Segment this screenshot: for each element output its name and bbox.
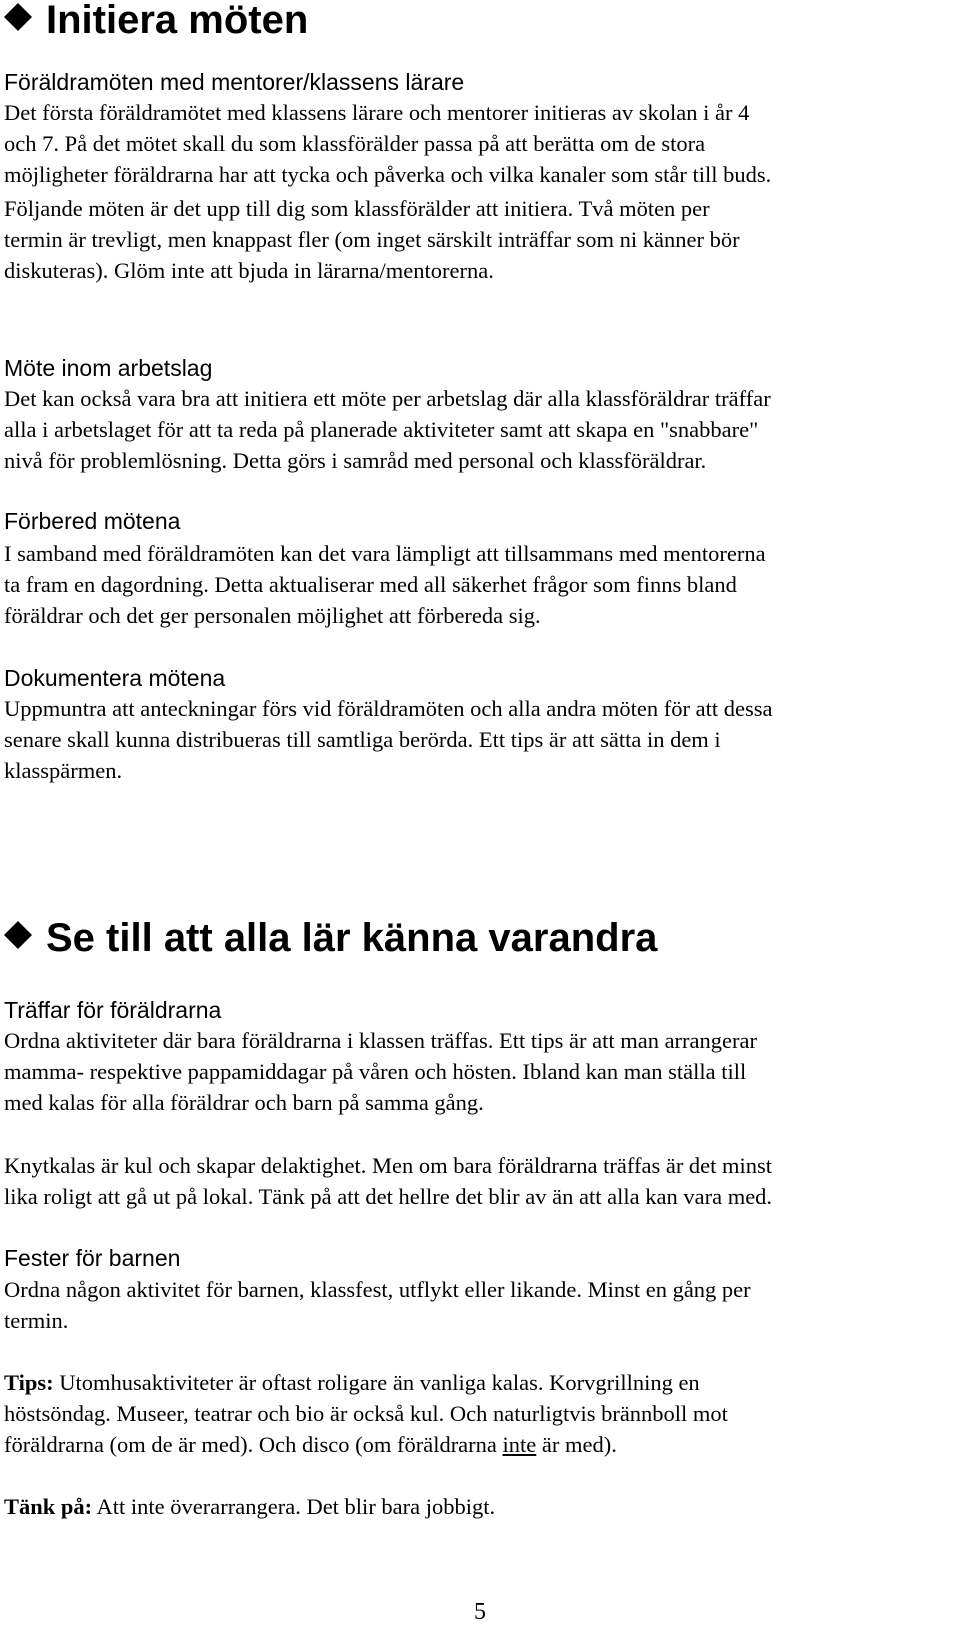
text-line: mamma- respektive pappamiddagar på våren och hösten. Ibland kan man ställa till [4,1059,747,1084]
section-title-text: Initiera möten [46,0,309,42]
underlined-inte: inte [502,1432,537,1457]
subheading-dokumentera-motena: Dokumentera mötena [4,665,226,691]
text-line: möjligheter föräldrarna har att tycka och påverka och vilka kanaler som står till buds. [4,162,772,187]
section-title-lar-kanna-varandra [4,918,657,958]
paragraph-foraldramoten [4,97,958,190]
tips-text: är med). [536,1432,617,1457]
diamond-bullet-icon [4,3,32,31]
text-line: nivå för problemlösning. Detta görs i samråd med personal och klassföräldrar. [4,448,707,473]
text-line: med kalas för alla föräldrar och barn på samma gång. [4,1090,484,1115]
text-line [4,1491,958,1522]
text-line: höstsöndag. Museer, teatrar och bio är också kul. Och naturligtvis brännboll mot [4,1401,728,1426]
text-line: I samband med föräldramöten kan det vara lämpligt att tillsammans med mentorerna [4,541,766,566]
paragraph-traffar-for-foraldrarna [4,1025,958,1118]
paragraph-tank-pa [4,1491,958,1522]
text-line: och 7. På det mötet skall du som klassförälder passa på att berätta om de stora [4,131,706,156]
tank-pa-text: Att inte överarrangera. Det blir bara jobbigt. [92,1494,496,1519]
text-line: termin. [4,1308,69,1333]
subheading-foraldramoten: Föräldramöten med mentorer/klassens lärare [4,69,465,95]
text-line: Ordna aktiviteter där bara föräldrarna i klassen träffas. Ett tips är att man arrangerar [4,1028,757,1053]
text-line: Knytkalas är kul och skapar delaktighet. Men om bara föräldrarna träffas är det minst [4,1153,773,1178]
diamond-bullet-icon [4,921,32,949]
text-line: klasspärmen. [4,758,123,783]
text-line [4,1367,958,1398]
paragraph-foljande-moten [4,193,958,286]
text-line [4,1429,958,1460]
text-line: Ordna någon aktivitet för barnen, klassfest, utflykt eller likande. Minst en gång per [4,1277,751,1302]
text-line: lika roligt att gå ut på lokal. Tänk på att det hellre det blir av än att alla kan vara med. [4,1184,773,1209]
text-line: termin är trevligt, men knappast fler (om inget särskilt inträffar som ni känner bör [4,227,740,252]
paragraph-dokumentera-motena [4,693,958,786]
paragraph-fester-for-barnen [4,1274,958,1336]
subheading-fester-for-barnen: Fester för barnen [4,1245,181,1271]
text-line: Det kan också vara bra att initiera ett möte per arbetslag där alla klassföräldrar träffar [4,386,771,411]
subheading-forbered-motena: Förbered mötena [4,508,181,534]
text-line: Uppmuntra att anteckningar förs vid föräldramöten och alla andra möten för att dessa [4,696,773,721]
text-line: Det första föräldramötet med klassens lärare och mentorer initieras av skolan i år 4 [4,100,750,125]
text-line: alla i arbetslaget för att ta reda på planerade aktiviteter samt att skapa en "snabbare" [4,417,759,442]
subheading-mote-inom-arbetslag: Möte inom arbetslag [4,355,213,381]
tips-label: Tips: [4,1370,54,1395]
tips-text: föräldrarna (om de är med). Och disco (om föräldrarna [4,1432,503,1457]
text-line: ta fram en dagordning. Detta aktualiserar med all säkerhet frågor som finns bland [4,572,737,597]
paragraph-mote-inom-arbetslag [4,383,958,476]
page-number: 5 [474,1599,486,1625]
paragraph-knytkalas [4,1150,958,1212]
section-title-text: Se till att alla lär känna varandra [46,916,658,960]
text-line: föräldrar och det ger personalen möjlighet att förbereda sig. [4,603,541,628]
paragraph-forbered-motena [4,538,958,631]
tips-text: Utomhusaktiviteter är oftast roligare än vanliga kalas. Korvgrillning en [53,1370,700,1395]
paragraph-tips [4,1367,958,1460]
text-line: senare skall kunna distribueras till samtliga berörda. Ett tips är att sätta in dem i [4,727,721,752]
tank-pa-label: Tänk på: [4,1494,93,1519]
subheading-traffar-for-foraldrarna: Träffar för föräldrarna [4,997,222,1023]
text-line: Följande möten är det upp till dig som klassförälder att initiera. Två möten per [4,196,710,221]
text-line: diskuteras). Glöm inte att bjuda in lärarna/mentorerna. [4,258,494,283]
section-title-initiera-moten [4,0,308,40]
